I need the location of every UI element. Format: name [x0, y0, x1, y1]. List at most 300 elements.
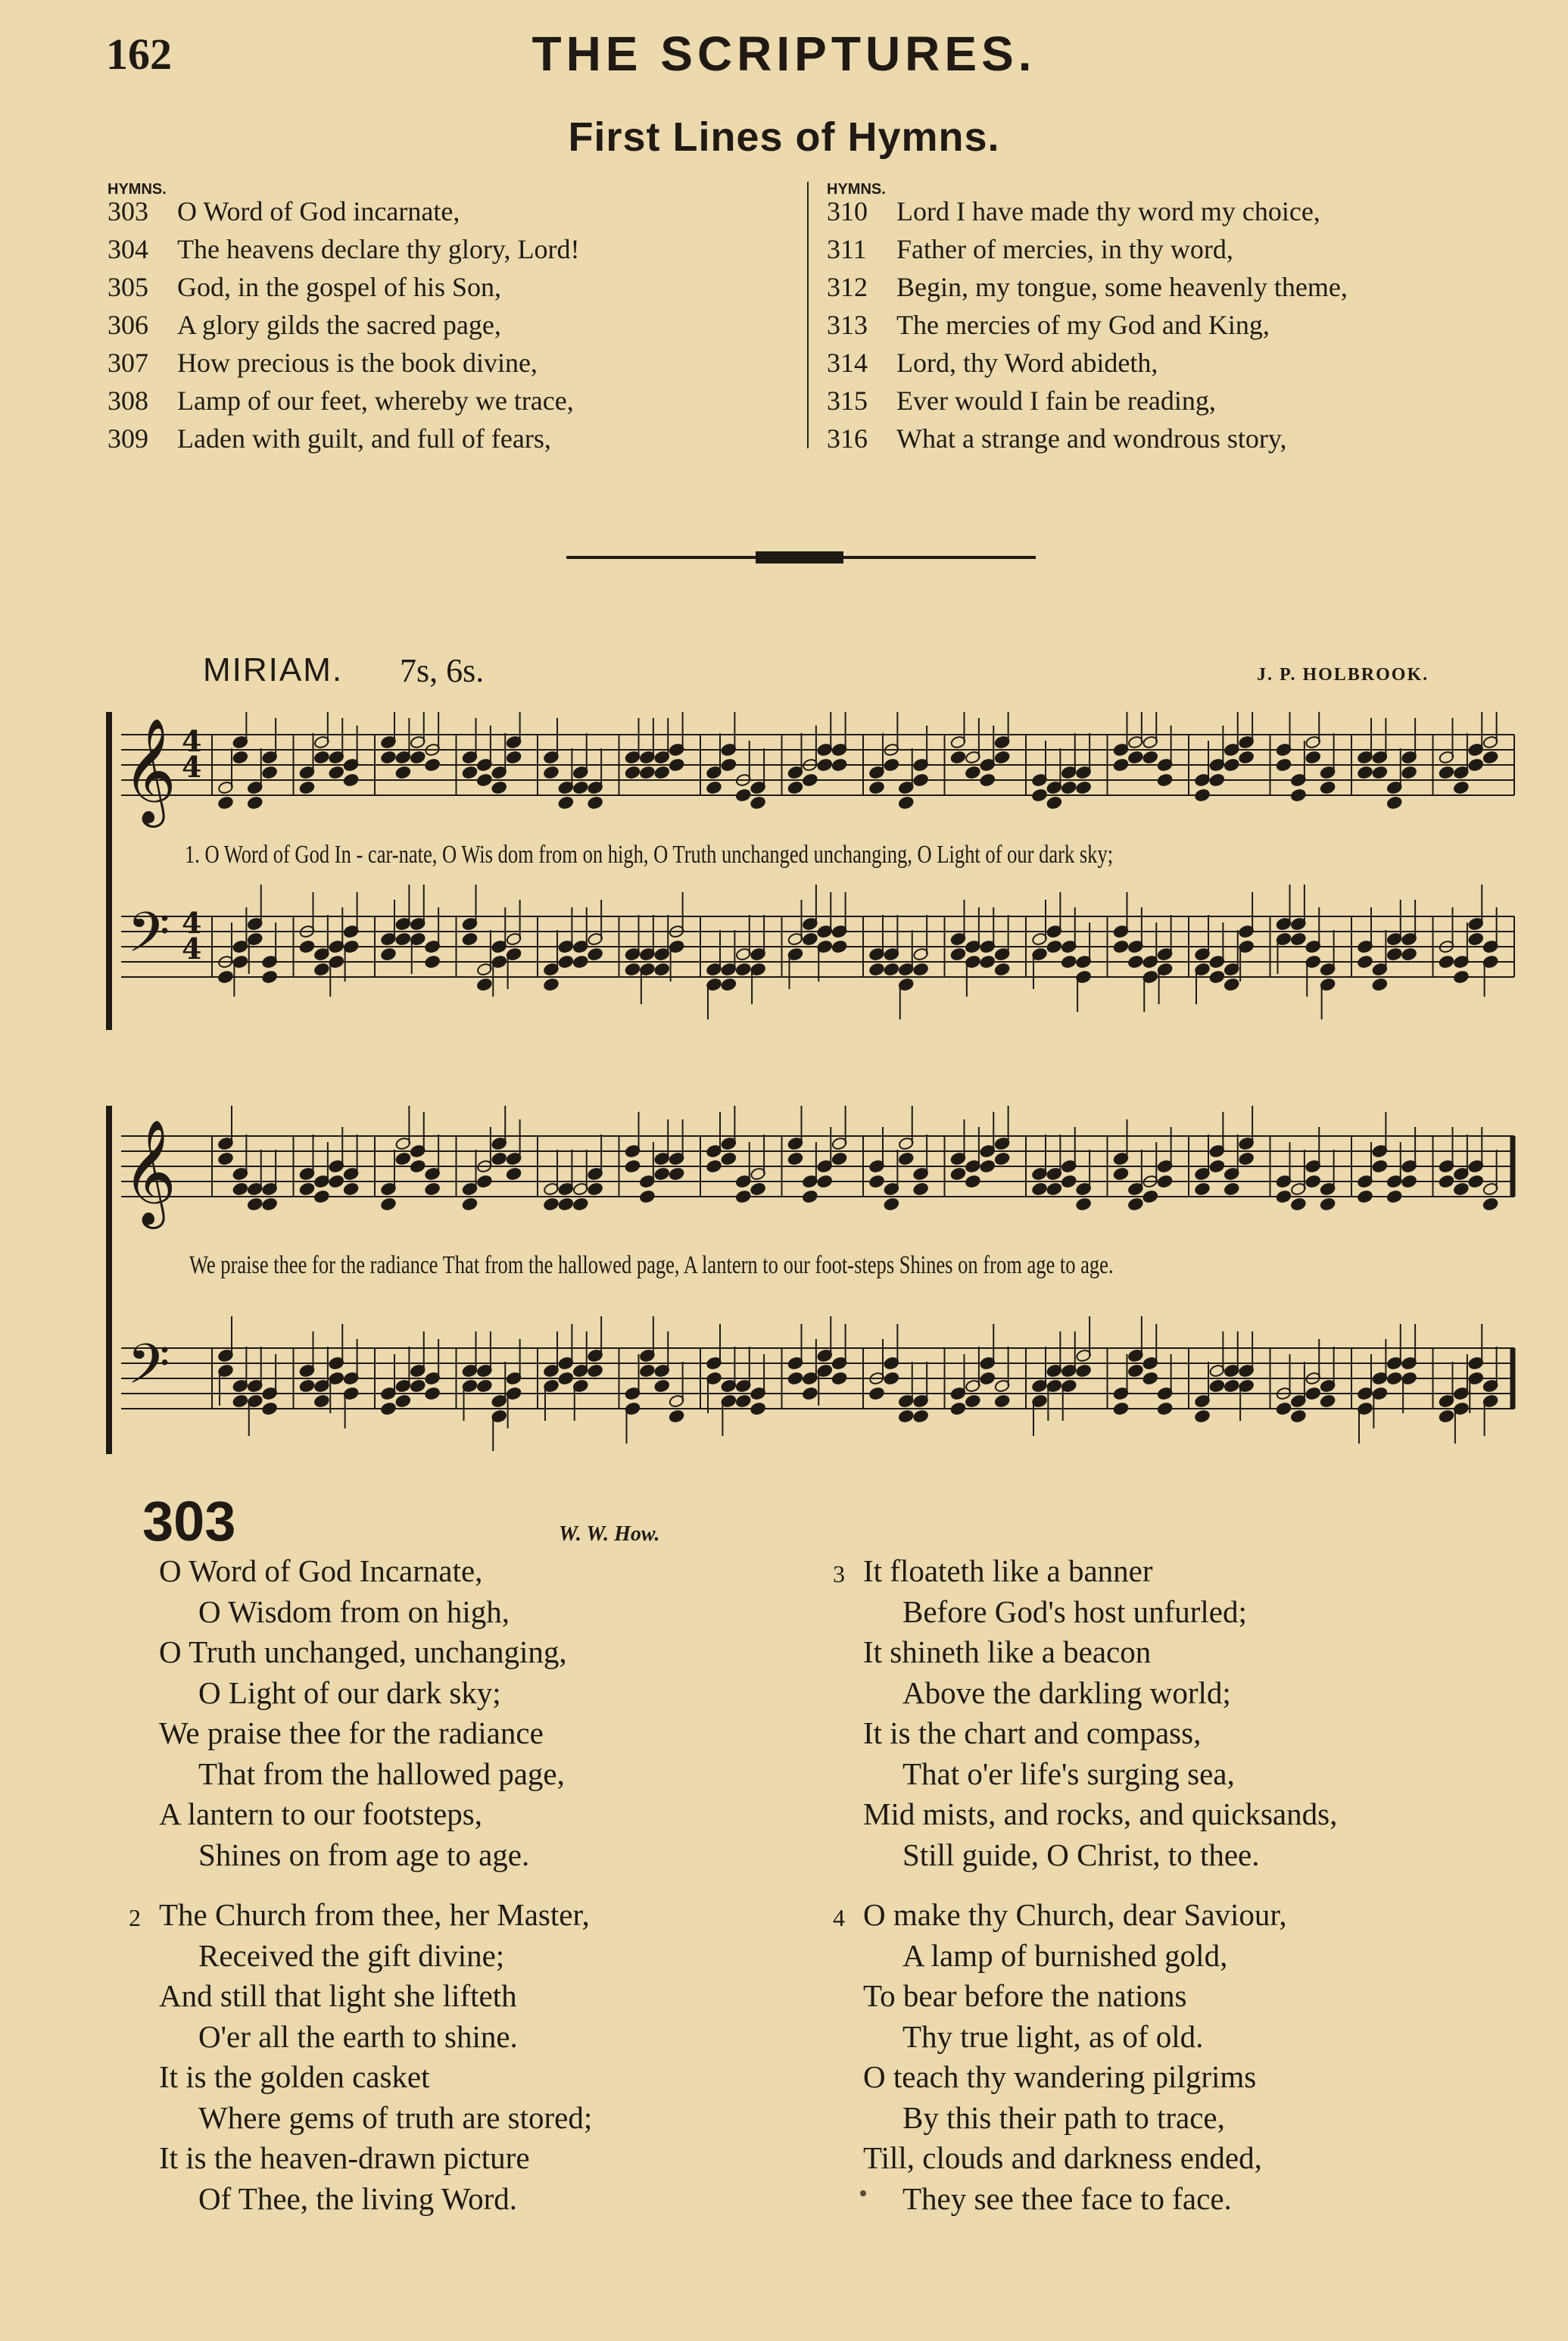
note-head — [1386, 947, 1402, 961]
note-head — [424, 955, 440, 969]
note-head — [639, 766, 655, 779]
note-head — [1113, 1167, 1129, 1181]
first-line-text: Ever would I fain be reading, — [896, 385, 1216, 416]
note-head — [1224, 758, 1239, 772]
verse-line: O Truth unchanged, unchanging, — [159, 1634, 567, 1669]
verse-line: O'er all the earth to shine. — [198, 2018, 518, 2054]
note-head — [1194, 1182, 1210, 1196]
note-head — [965, 1394, 980, 1408]
first-line-entry — [108, 382, 789, 420]
note-head — [1468, 932, 1484, 946]
note-head — [1238, 751, 1254, 764]
ornamental-rule-center — [756, 551, 843, 563]
note-head — [654, 1167, 670, 1181]
note-head — [912, 1182, 928, 1196]
note-head — [1142, 1372, 1158, 1385]
note-head — [1113, 940, 1129, 954]
system-brace — [106, 712, 112, 1030]
note-head — [343, 1182, 359, 1196]
note-head — [476, 773, 492, 787]
note-head — [462, 766, 478, 779]
verse-line: A lantern to our footsteps, — [159, 1796, 483, 1831]
verse-line: Of Thee, the living Word. — [198, 2180, 518, 2216]
note-head — [654, 766, 670, 779]
note-head — [884, 758, 899, 772]
note-head — [299, 1182, 315, 1196]
note-head — [1439, 766, 1454, 779]
first-line-text: Lord I have made thy word my choice, — [896, 196, 1320, 226]
note-head — [1224, 1182, 1239, 1196]
note-head — [543, 978, 559, 991]
tune-composer: J. P. HOLBROOK. — [1257, 665, 1429, 685]
note-head — [217, 970, 233, 984]
note-head — [669, 758, 684, 772]
note-head — [462, 932, 478, 946]
note-head — [232, 751, 248, 764]
hymn-ref-number: 305 — [108, 272, 148, 302]
verse-line: They see thee face to face. — [902, 2180, 1232, 2216]
note-head — [802, 932, 818, 946]
note-head — [1357, 766, 1373, 779]
note-head — [261, 1197, 277, 1211]
note-head — [787, 1152, 803, 1166]
note-head — [965, 766, 980, 779]
note-head — [395, 766, 411, 779]
note-head — [424, 758, 440, 772]
first-line-text: God, in the gospel of his Son, — [177, 272, 501, 302]
verse-line: Till, clouds and darkness ended, — [863, 2140, 1262, 2175]
note-head — [232, 1394, 248, 1408]
note-head — [587, 796, 603, 810]
note-head — [1290, 1197, 1306, 1211]
note-head — [884, 963, 899, 976]
note-head — [721, 1152, 737, 1166]
note-head — [380, 751, 396, 764]
note-head — [980, 1372, 996, 1385]
note-head — [706, 781, 722, 794]
page-number: 162 — [106, 30, 172, 79]
note-head — [1482, 1197, 1498, 1211]
first-line-entry — [108, 268, 789, 306]
note-head — [1439, 955, 1454, 969]
note-head — [313, 1394, 329, 1408]
note-head — [1224, 1379, 1239, 1393]
note-head — [625, 963, 641, 976]
note-head — [1372, 1160, 1388, 1173]
note-head — [1075, 1197, 1091, 1211]
note-head — [1290, 1409, 1306, 1423]
music-system-2-notation — [106, 1106, 1522, 1454]
note-head — [476, 1379, 492, 1393]
note-head — [831, 1372, 847, 1385]
note-head — [1305, 1175, 1321, 1188]
note-head — [395, 1152, 411, 1166]
hymn-ref-number: 311 — [827, 234, 867, 264]
note-head — [1031, 1182, 1047, 1196]
note-head — [625, 766, 641, 779]
note-head — [750, 1182, 765, 1196]
note-head — [1320, 1394, 1336, 1408]
first-lines-right-column — [827, 182, 1508, 457]
verse-line: It is the heaven-drawn picture — [159, 2140, 530, 2175]
note-head — [462, 1197, 478, 1211]
verse-line: Still guide, O Christ, to thee. — [902, 1837, 1260, 1872]
first-line-entry — [827, 192, 1508, 230]
note-head — [735, 963, 751, 976]
note-head — [343, 773, 359, 787]
note-head — [558, 1372, 574, 1385]
note-head — [380, 1402, 396, 1416]
note-head — [639, 1364, 655, 1378]
note-head — [261, 970, 277, 984]
hymn-ref-number: 313 — [827, 310, 868, 340]
first-line-entry — [827, 306, 1508, 344]
hymn-ref-number: 307 — [108, 348, 148, 378]
note-head — [543, 766, 559, 779]
hymn-ref-number: 303 — [108, 196, 148, 226]
note-head — [299, 1379, 315, 1393]
note-head — [735, 788, 751, 802]
hymn-ref-number: 310 — [827, 196, 868, 226]
note-head — [1224, 978, 1239, 991]
hymn-ref-number: 316 — [827, 423, 868, 454]
note-head — [424, 1387, 440, 1400]
note-head — [994, 963, 1010, 976]
note-head — [1209, 970, 1225, 984]
hymn-ref-number: 314 — [827, 348, 868, 378]
note-head — [1209, 1379, 1225, 1393]
verse-line: O make thy Church, dear Saviour, — [863, 1897, 1287, 1932]
note-head — [247, 1197, 263, 1211]
first-line-entry — [108, 420, 789, 457]
note-head — [1075, 781, 1091, 794]
note-head — [831, 940, 847, 954]
note-head — [950, 751, 966, 764]
note-head — [506, 751, 522, 764]
verse-line: The Church from thee, her Master, — [159, 1897, 590, 1932]
note-head — [1127, 955, 1143, 969]
note-head — [1209, 1160, 1225, 1173]
note-head — [587, 1364, 603, 1378]
bass-clef-icon: 𝄢 — [127, 900, 170, 978]
treble-clef-icon: 𝄞 — [123, 718, 176, 823]
note-head — [1290, 932, 1306, 946]
time-signature-bottom: 4 — [182, 750, 202, 784]
note-head — [1439, 1175, 1454, 1188]
hymn-ref-number: 304 — [108, 234, 148, 264]
tune-meter: 7s, 6s. — [400, 652, 485, 689]
note-head — [1357, 1190, 1373, 1203]
verse-line: Received the gift divine; — [198, 1937, 505, 1973]
note-head — [980, 773, 996, 787]
verse-line: By this their path to trace, — [902, 2099, 1225, 2135]
note-head — [817, 1175, 833, 1188]
note-head — [669, 1409, 684, 1423]
verse-line: That o'er life's surging sea, — [902, 1756, 1235, 1791]
note-head — [1453, 970, 1469, 984]
first-line-entry — [827, 344, 1508, 382]
first-line-entry — [827, 230, 1508, 268]
hymn-ref-number: 312 — [827, 272, 868, 302]
note-head — [706, 1160, 722, 1173]
note-head — [1320, 1197, 1336, 1211]
first-line-entry — [108, 344, 789, 382]
note-head — [1127, 1197, 1143, 1211]
note-head — [831, 758, 847, 772]
verse-line: It is the chart and compass, — [863, 1715, 1202, 1750]
note-head — [543, 1197, 559, 1211]
hymns-label: HYMNS. — [827, 181, 886, 198]
note-head — [1194, 788, 1210, 802]
note-head — [912, 1409, 928, 1423]
note-head — [299, 781, 315, 794]
note-head — [1142, 1190, 1158, 1203]
hymn-number: 303 — [142, 1490, 236, 1553]
note-head — [491, 781, 507, 794]
verse-line: We praise thee for the radiance — [159, 1715, 544, 1750]
note-head — [735, 1190, 751, 1203]
note-head — [491, 1152, 507, 1166]
note-head — [506, 1167, 522, 1181]
note-head — [994, 751, 1010, 764]
note-head — [802, 773, 818, 787]
note-head — [232, 1182, 248, 1196]
verse-2 — [129, 1895, 593, 2219]
note-head — [669, 1167, 684, 1181]
tune-name: MIRIAM. — [203, 651, 344, 688]
note-head — [558, 1197, 574, 1211]
verse-number: 4 — [833, 1904, 845, 1931]
note-head — [1290, 788, 1306, 802]
first-line-text: The mercies of my God and King, — [896, 310, 1270, 340]
note-head — [1305, 1387, 1321, 1400]
note-head — [721, 758, 737, 772]
note-head — [787, 781, 803, 794]
ink-speck — [860, 2190, 866, 2196]
note-head — [261, 766, 277, 779]
first-line-text: A glory gilds the sacred page, — [177, 310, 501, 340]
hymn-ref-number: 306 — [108, 310, 148, 340]
note-head — [1453, 1182, 1469, 1196]
verse-line: To bear before the nations — [863, 1978, 1187, 2013]
note-head — [817, 758, 833, 772]
note-head — [395, 1394, 411, 1408]
verse-3 — [833, 1551, 1338, 1875]
note-head — [476, 1175, 492, 1188]
note-head — [1046, 796, 1062, 810]
first-line-text: Laden with guilt, and full of fears, — [177, 423, 551, 454]
note-head — [1142, 751, 1158, 764]
note-head — [912, 773, 928, 787]
note-head — [1238, 1152, 1254, 1166]
first-line-entry — [827, 382, 1508, 420]
first-line-entry — [108, 230, 789, 268]
note-head — [639, 1190, 655, 1203]
note-head — [476, 978, 492, 991]
first-line-entry — [827, 420, 1508, 457]
note-head — [329, 766, 344, 779]
verse-line: It shineth like a beacon — [863, 1634, 1152, 1669]
note-head — [1468, 1175, 1484, 1188]
verse-line: O Light of our dark sky; — [198, 1675, 501, 1710]
note-head — [313, 963, 329, 976]
note-head — [299, 940, 315, 954]
note-head — [572, 955, 588, 969]
first-line-text: Begin, my tongue, some heavenly theme, — [896, 272, 1348, 302]
hymn-ref-number: 315 — [827, 385, 868, 416]
verse-number: 2 — [129, 1904, 141, 1931]
note-head — [313, 1190, 329, 1203]
note-head — [410, 1379, 426, 1393]
note-head — [980, 955, 996, 969]
hymn-author: W. W. How. — [559, 1522, 660, 1546]
note-head — [1386, 1190, 1402, 1203]
note-head — [261, 1402, 277, 1416]
note-head — [898, 1409, 914, 1423]
note-head — [994, 1152, 1010, 1166]
note-head — [1276, 758, 1292, 772]
note-head — [1157, 1175, 1173, 1188]
note-head — [950, 947, 966, 961]
note-head — [1357, 955, 1373, 969]
note-head — [1113, 1402, 1129, 1416]
first-line-text: Lord, thy Word abideth, — [896, 348, 1158, 378]
verse-line: O teach thy wandering pilgrims — [863, 2059, 1257, 2094]
note-head — [980, 1160, 996, 1173]
note-head — [868, 963, 884, 976]
time-signature-bottom: 4 — [182, 932, 202, 966]
verse-line: O Wisdom from on high, — [198, 1593, 510, 1629]
note-head — [735, 1394, 751, 1408]
note-head — [410, 1160, 426, 1173]
treble-clef-icon: 𝄞 — [123, 1119, 176, 1225]
note-head — [750, 1402, 765, 1416]
note-head — [1209, 773, 1225, 787]
note-head — [587, 1182, 603, 1196]
first-line-entry — [827, 268, 1508, 306]
note-head — [950, 1402, 966, 1416]
note-head — [410, 751, 426, 764]
note-head — [587, 947, 603, 961]
verse-line: And still that light she lifteth — [159, 1978, 517, 2013]
verse-line: O Word of God Incarnate, — [159, 1553, 483, 1588]
verse-line: Where gems of truth are stored; — [198, 2099, 593, 2135]
note-head — [750, 796, 765, 810]
bass-clef-icon: 𝄢 — [127, 1331, 170, 1409]
note-head — [1046, 1182, 1062, 1196]
music-underlay-line-1: 1. O Word of God In - car-nate, O Wis dom from on high, O Truth unchanged unchanging, O Light of our dark sky; — [185, 841, 1114, 869]
note-head — [898, 1152, 914, 1166]
verse-4 — [833, 1895, 1287, 2219]
note-head — [572, 781, 588, 794]
first-line-text: O Word of God incarnate, — [177, 196, 460, 226]
note-head — [1061, 781, 1077, 794]
note-head — [1276, 1190, 1292, 1203]
verse-line: Mid mists, and rocks, and quicksands, — [863, 1796, 1338, 1831]
note-head — [558, 796, 574, 810]
note-head — [831, 1152, 847, 1166]
time-signature-top: 4 — [182, 724, 202, 758]
note-head — [1276, 1402, 1292, 1416]
note-head — [1401, 766, 1417, 779]
note-head — [654, 1379, 670, 1393]
note-head — [1157, 1402, 1173, 1416]
hymns-label: HYMNS. — [108, 181, 167, 198]
verse-line: That from the hallowed page, — [198, 1756, 565, 1791]
note-head — [1482, 751, 1498, 764]
note-head — [1372, 766, 1388, 779]
first-line-entry — [108, 192, 789, 230]
note-head — [625, 1160, 641, 1173]
time-signature-top: 4 — [182, 906, 202, 940]
verse-line: A lamp of burnished gold, — [902, 1937, 1228, 1973]
note-head — [787, 1372, 803, 1385]
section-subheading: First Lines of Hymns. — [568, 114, 1000, 160]
verse-1 — [159, 1551, 567, 1875]
note-head — [994, 1394, 1010, 1408]
music-system-1-notation — [106, 712, 1522, 1030]
note-head — [1386, 1372, 1402, 1385]
note-head — [395, 932, 411, 946]
note-head — [380, 1197, 396, 1211]
column-divider — [807, 182, 809, 448]
note-head — [898, 796, 914, 810]
running-head: THE SCRIPTURES. — [531, 27, 1037, 81]
note-head — [1401, 1175, 1417, 1188]
first-line-text: The heavens declare thy glory, Lord! — [177, 234, 580, 264]
first-line-entry — [108, 306, 789, 344]
verse-line: It is the golden casket — [159, 2059, 430, 2094]
note-head — [884, 1372, 899, 1385]
verse-number: 3 — [833, 1560, 845, 1587]
note-head — [1127, 751, 1143, 764]
note-head — [1372, 978, 1388, 991]
note-head — [1401, 947, 1417, 961]
first-line-text: What a strange and wondrous story, — [896, 423, 1287, 454]
first-lines-left-column — [108, 182, 789, 457]
note-head — [1061, 955, 1077, 969]
note-head — [1468, 758, 1484, 772]
note-head — [424, 1182, 440, 1196]
hymn-ref-number: 309 — [108, 423, 148, 454]
note-head — [247, 796, 263, 810]
note-head — [313, 751, 329, 764]
note-head — [1320, 781, 1336, 794]
note-head — [1194, 1409, 1210, 1423]
verse-line: Thy true light, as of old. — [902, 2018, 1204, 2054]
note-head — [1075, 1364, 1091, 1378]
music-underlay-line-2: We praise thee for the radiance That from the hallowed page, A lantern to our foot-steps Shines on from age to age. — [189, 1251, 1114, 1279]
note-head — [912, 963, 928, 976]
note-head — [217, 796, 233, 810]
note-head — [965, 1175, 980, 1188]
verse-line: Above the darkling world; — [902, 1675, 1231, 1710]
first-line-text: Lamp of our feet, whereby we trace, — [177, 385, 574, 416]
note-head — [1061, 1175, 1077, 1188]
first-line-text: Father of mercies, in thy word, — [896, 234, 1233, 264]
verse-line: It floateth like a banner — [863, 1553, 1153, 1588]
verse-line: Shines on from age to age. — [198, 1837, 530, 1872]
note-head — [868, 1387, 884, 1400]
first-line-text: How precious is the book divine, — [177, 348, 538, 378]
music-system-1 — [106, 712, 1522, 1030]
note-head — [1157, 773, 1173, 787]
system-brace — [106, 1106, 112, 1454]
note-head — [572, 1197, 588, 1211]
note-head — [802, 1190, 818, 1203]
note-head — [802, 1387, 818, 1400]
hymn-ref-number: 308 — [108, 385, 148, 416]
